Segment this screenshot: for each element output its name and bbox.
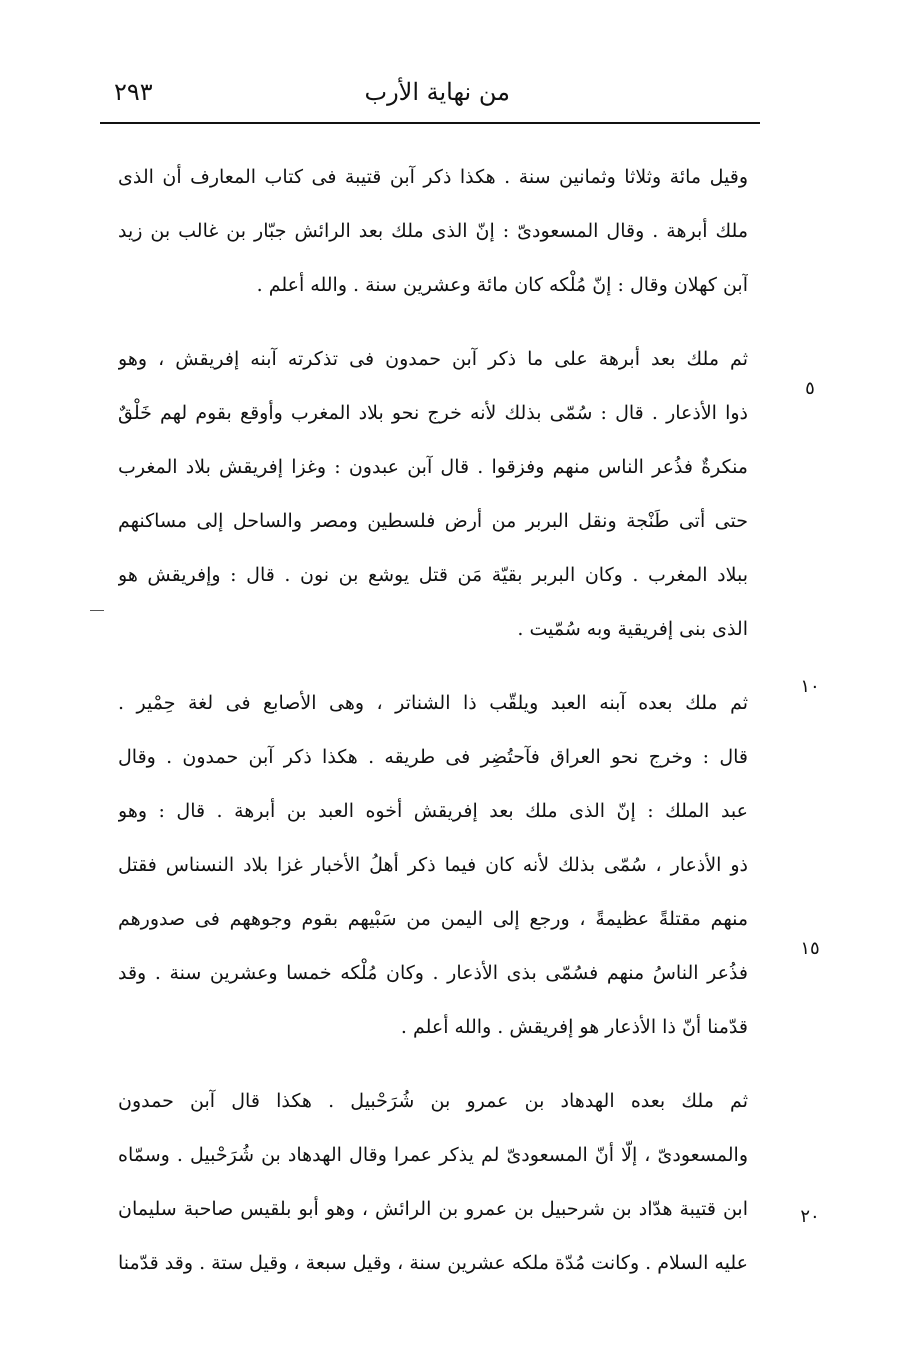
text-line: قدّمنا أنّ ذا الأذعار هو إفريقش . والله أعلم .: [400, 1016, 748, 1038]
page-header: [100, 66, 760, 122]
margin-line-number: ١٥: [800, 938, 820, 959]
text-line: ثم ملك بعد أبرهة على ما ذكر آبن حمدون فى تذكرته آبنه إفريقش ، وهو: [118, 348, 748, 370]
running-title: من نهاية الأرب: [364, 78, 510, 106]
paragraph-1: [118, 150, 748, 312]
text-line: والمسعودىّ ، إلّا أنّ المسعودىّ لم يذكر عمرا وقال الهدهاد بن شُرَحْبيل . وسمّاه: [118, 1144, 748, 1166]
margin-line-number: ٢٠: [800, 1206, 820, 1227]
text-line: قال : وخرج نحو العراق فآحتُضِر فى طريقه . هكذا ذكر آبن حمدون . وقال: [118, 746, 748, 768]
paragraph-4: [118, 1074, 748, 1290]
text-line: حتى أتى طَنْجة ونقل البربر من أرض فلسطين ومصر والساحل إلى مساكنهم: [118, 510, 748, 532]
text-line: ملك أبرهة . وقال المسعودىّ : إنّ الذى ملك بعد الرائش جبّار بن غالب بن زيد: [118, 220, 748, 242]
paragraph-gap: [118, 1054, 748, 1074]
text-line: ثم ملك بعده آبنه العبد ويلقّب ذا الشناتر ، وهى الأصابع فى لغة حِمْير .: [118, 692, 748, 714]
text-line: ببلاد المغرب . وكان البربر بقيّة مَن قتل يوشع بن نون . قال : وإفريقش هو: [118, 564, 748, 586]
text-line: عبد الملك : إنّ الذى ملك بعد إفريقش أخوه العبد بن أبرهة . قال : وهو: [118, 800, 748, 822]
paragraph-3: [118, 676, 748, 1054]
text-line: عليه السلام . وكانت مُدّة ملكه عشرين سنة ، وقيل سبعة ، وقيل ستة . وقد قدّمنا: [118, 1252, 748, 1274]
text-line: فذُعر الناسُ منهم فسُمّى بذى الأذعار . وكان مُلْكه خمسا وعشرين سنة . وقد: [118, 962, 748, 984]
text-line: ذو الأذعار ، سُمّى بذلك لأنه كان فيما ذكر أهلُ الأخبار غزا بلاد النسناس فقتل: [118, 854, 748, 876]
text-line: آبن كهلان وقال : إنّ مُلْكه كان مائة وعشرين سنة . والله أعلم .: [256, 274, 748, 296]
margin-line-number: ٥: [805, 378, 815, 399]
margin-line-number: ١٠: [800, 676, 820, 697]
text-line: الذى بنى إفريقية وبه سُمّيت .: [517, 618, 748, 640]
text-line: ابن قتيبة هدّاد بن شرحبيل بن عمرو بن الرائش ، وهو أبو بلقيس صاحبة سليمان: [118, 1198, 748, 1220]
paragraph-2: [118, 332, 748, 656]
paragraph-gap: [118, 312, 748, 332]
page-number: ٢٩٣: [114, 78, 153, 106]
text-line: ثم ملك بعده الهدهاد بن عمرو بن شُرَحْبيل . هكذا قال آبن حمدون: [118, 1090, 748, 1112]
text-line: وقيل مائة وثلاثا وثمانين سنة . هكذا ذكر آبن قتيبة فى كتاب المعارف أن الذى: [118, 166, 748, 188]
text-line: ذوا الأذعار . قال : سُمّى بذلك لأنه خرج نحو بلاد المغرب وأوقع بقوم لهم خَلْقٌ: [118, 402, 748, 424]
margin-mark: [90, 610, 104, 611]
body-text: [118, 150, 748, 1290]
header-rule: [100, 122, 760, 124]
paragraph-gap: [118, 656, 748, 676]
text-line: منكرةٌ فذُعر الناس منهم وفزقوا . قال آبن عبدون : وغزا إفريقش بلاد المغرب: [118, 456, 748, 478]
text-line: منهم مقتلةً عظيمةً ، ورجع إلى اليمن من سَبْيهم بقوم وجوههم فى صدورهم: [118, 908, 748, 930]
